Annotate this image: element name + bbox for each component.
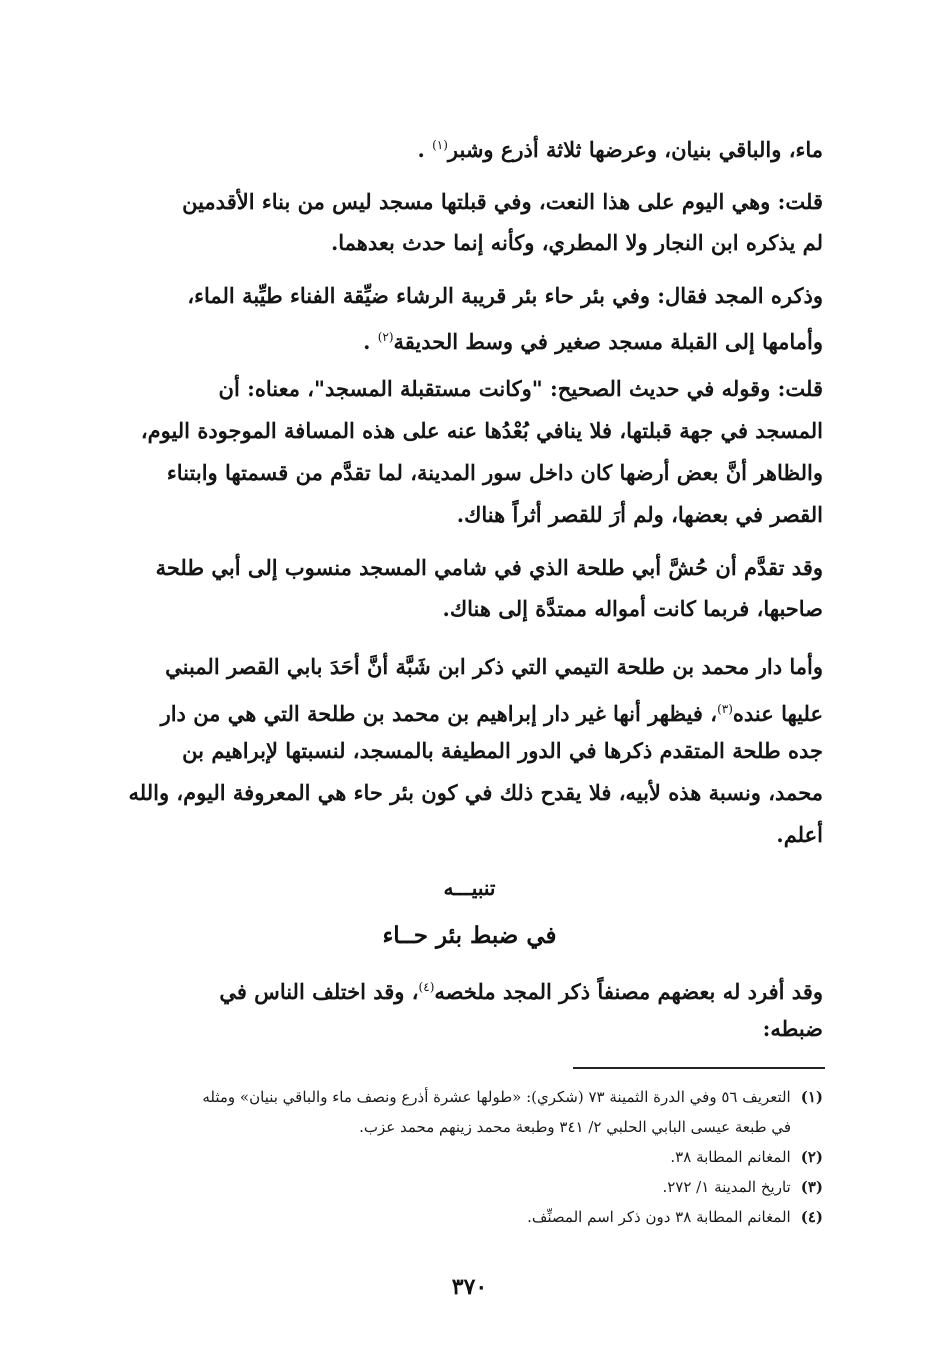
text-line xyxy=(141,414,823,448)
text-line xyxy=(331,226,823,260)
line-text: قلت: وقوله في حديث الصحيح: "وكانت مستقبلة المسجد"، معناه: أن xyxy=(218,376,823,401)
section-heading: تنبيـــه xyxy=(443,876,496,900)
text-line xyxy=(417,128,823,167)
text-line xyxy=(129,776,824,810)
page-number: ٣٧٠ xyxy=(451,1274,488,1300)
line-text: صاحبها، فربما كانت أمواله ممتدَّة إلى هناك. xyxy=(442,596,823,621)
line-text: ، وقد اختلف الناس في xyxy=(219,979,419,1004)
footnote-1-continued xyxy=(359,1114,791,1140)
text-line xyxy=(167,456,823,490)
footnote-ref-1[interactable]: (١) xyxy=(432,138,448,152)
text-line xyxy=(182,185,823,219)
text-line xyxy=(443,592,823,626)
footnote-ref-4[interactable]: (٤) xyxy=(418,980,435,994)
line-text: والظاهر أنَّ بعض أرضها كان داخل سور المدينة، لما تقدَّم من قسمتها وابتناء xyxy=(166,460,823,485)
text-line xyxy=(363,320,823,359)
line-text: قلت: وهي اليوم على هذا النعت، وفي قبلتها مسجد ليس من بناء الأقدمين xyxy=(182,189,823,214)
footnote-4 xyxy=(527,1204,823,1230)
line-text: وقد تقدَّم أن حُشَّ أبي طلحة الذي في شامي المسجد منسوب إلى أبي طلحة xyxy=(155,555,823,580)
footnote-separator xyxy=(573,1067,825,1069)
footnote-1 xyxy=(202,1084,823,1110)
footnote-text: في طبعة عيسى البابي الحلبي ٢/ ٣٤١ وطبعة محمد زينهم محمد عزب. xyxy=(359,1118,791,1136)
footnote-text: تاريخ المدينة ١/ ٢٧٢. xyxy=(662,1178,791,1196)
footnote-number: (٤) xyxy=(800,1208,823,1226)
line-text: أعلم. xyxy=(776,822,823,847)
text-line xyxy=(187,279,823,313)
footnote-text: المغانم المطابة ٣٨ دون ذكر اسم المصنِّف. xyxy=(527,1208,791,1226)
text-line xyxy=(776,818,823,852)
line-text: وأمامها إلى القبلة مسجد صغير في وسط الحديقة xyxy=(393,329,823,354)
text-line xyxy=(219,970,823,1009)
line-text: وأما دار محمد بن طلحة التيمي التي ذكر ابن شَبَّة أنَّ أحَدَ بابي القصر المبني xyxy=(165,654,823,679)
footnote-2 xyxy=(670,1144,823,1170)
footnote-text: المغانم المطابة ٣٨. xyxy=(670,1148,791,1166)
line-text: لم يذكره ابن النجار ولا المطري، وكأنه إنما حدث بعدهما. xyxy=(330,230,823,255)
footnote-number: (٣) xyxy=(800,1178,823,1196)
line-text: عليها عنده xyxy=(732,701,823,726)
footnote-3 xyxy=(662,1174,823,1200)
period: . xyxy=(363,329,371,354)
text-line xyxy=(763,1012,823,1046)
line-text: جده طلحة المتقدم ذكرها في الدور المطيفة بالمسجد، لنسبتها لإبراهيم بن xyxy=(182,738,823,763)
text-line xyxy=(161,692,823,731)
line-text: ماء، والباقي بنيان، وعرضها ثلاثة أذرع وشبر xyxy=(447,137,823,162)
line-text: محمد، ونسبة هذه لأبيه، فلا يقدح ذلك في كون بئر حاء هي المعروفة اليوم، والله xyxy=(128,780,823,805)
footnote-ref-2[interactable]: (٢) xyxy=(377,330,394,344)
section-subheading: في ضبط بئر حــاء xyxy=(382,922,557,949)
footnote-number: (٢) xyxy=(800,1148,823,1166)
line-text: القصر في بعضها، ولم أرَ للقصر أثراً هناك. xyxy=(456,502,823,527)
period: . xyxy=(417,137,425,162)
text-line xyxy=(457,498,823,532)
text-line xyxy=(219,372,823,406)
footnote-ref-3[interactable]: (٣) xyxy=(717,702,733,716)
text-line xyxy=(165,650,823,684)
line-text: وذكره المجد فقال: وفي بئر حاء بئر قريبة الرشاء ضيِّقة الفناء طيِّبة الماء، xyxy=(187,283,823,308)
line-text: المسجد في جهة قبلتها، فلا ينافي بُعْدُها عنه على هذه المسافة الموجودة اليوم، xyxy=(140,418,823,443)
line-text: ضبطه: xyxy=(762,1016,823,1041)
text-line xyxy=(156,551,823,585)
line-text: ، فيظهر أنها غير دار إبراهيم بن محمد بن طلحة التي هي من دار xyxy=(160,701,718,726)
footnote-number: (١) xyxy=(800,1088,823,1106)
footnote-text: التعريف ٥٦ وفي الدرة الثمينة ٧٣ (شكري): «طولها عشرة أذرع ونصف ماء والباقي بنيان» ومثله xyxy=(202,1088,791,1106)
line-text: وقد أفرد له بعضهم مصنفاً ذكر المجد ملخصه xyxy=(434,979,823,1004)
text-line xyxy=(182,734,823,768)
